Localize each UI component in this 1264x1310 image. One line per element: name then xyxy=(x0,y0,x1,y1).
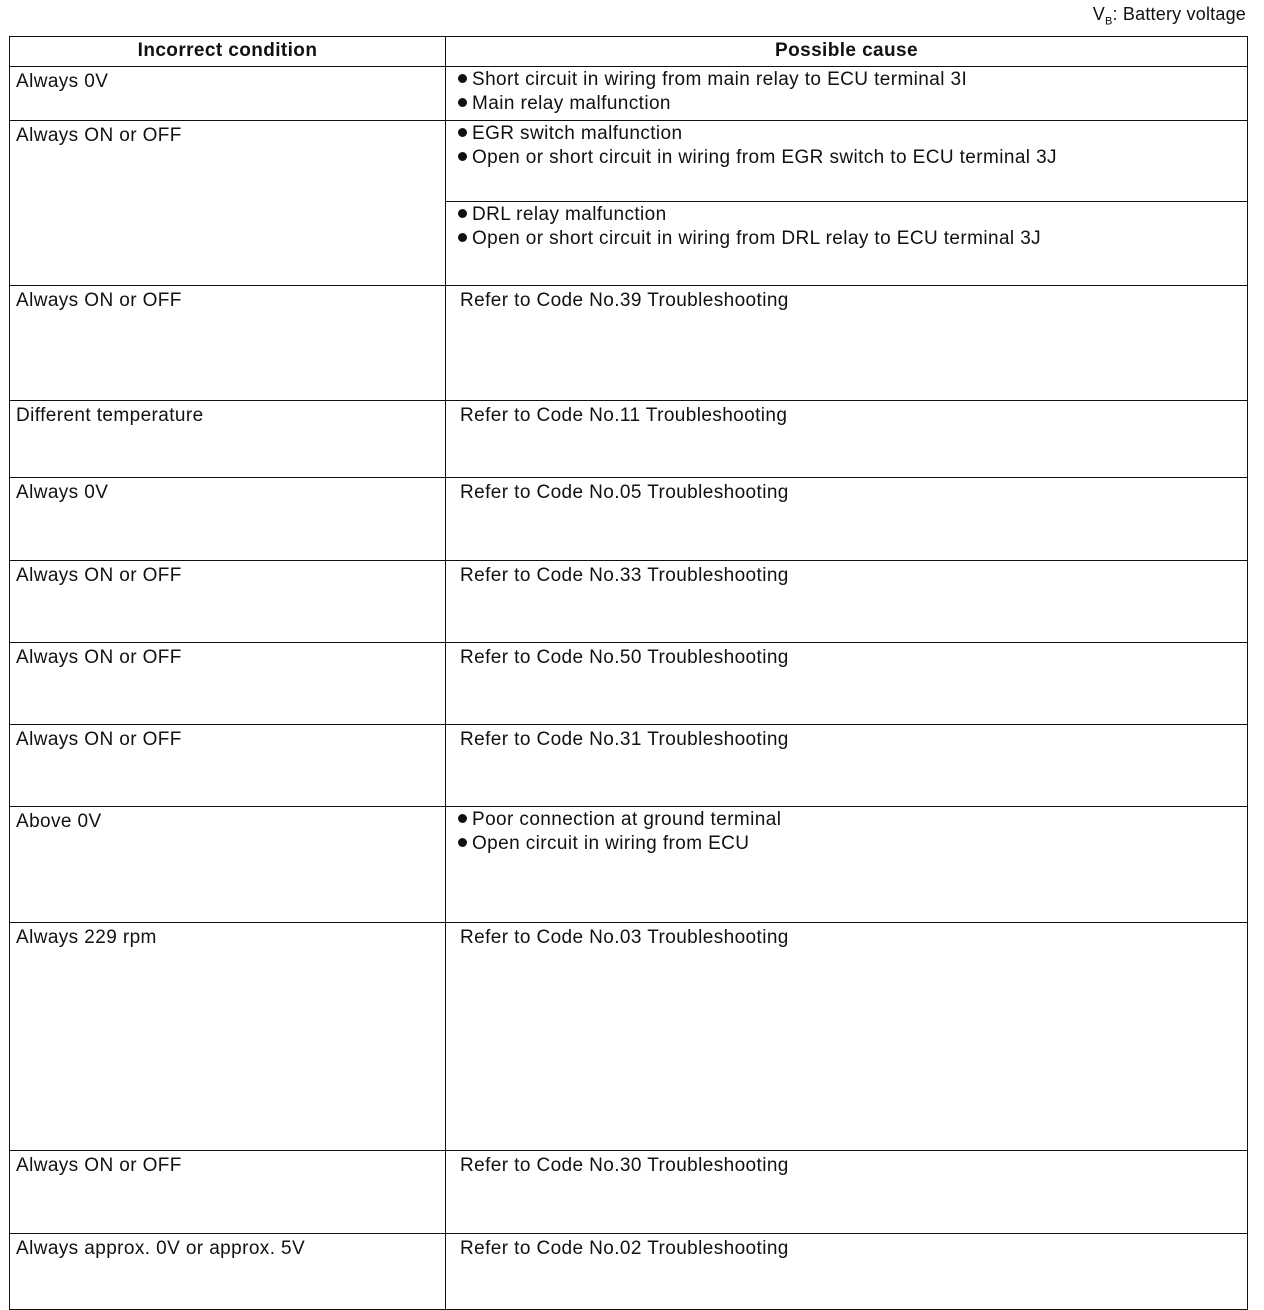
table-row xyxy=(10,1234,1248,1310)
bullet-icon xyxy=(458,128,467,137)
condition-cell: Above 0V xyxy=(10,807,446,923)
cause-block xyxy=(446,67,1247,116)
table-row xyxy=(10,401,1248,478)
condition-cell: Different temperature xyxy=(10,401,446,478)
cause-block xyxy=(446,201,1247,251)
condition-cell: Always ON or OFF xyxy=(10,121,446,286)
table-row xyxy=(10,121,1248,286)
table-row xyxy=(10,1151,1248,1234)
cause-cell: Refer to Code No.03 Troubleshooting xyxy=(446,923,1248,1151)
table-row xyxy=(10,643,1248,725)
bullet-icon xyxy=(458,152,467,161)
condition-cell: Always ON or OFF xyxy=(10,561,446,643)
table-row xyxy=(10,807,1248,923)
condition-cell: Always 229 rpm xyxy=(10,923,446,1151)
bullet-text: EGR switch malfunction xyxy=(472,123,683,144)
bullet-text: Poor connection at ground terminal xyxy=(472,809,782,830)
cause-cell xyxy=(446,121,1248,286)
cause-cell: Refer to Code No.50 Troubleshooting xyxy=(446,643,1248,725)
bullet-text: Main relay malfunction xyxy=(472,93,671,114)
cause-cell: Refer to Code No.11 Troubleshooting xyxy=(446,401,1248,478)
bullet-icon xyxy=(458,74,467,83)
cause-cell: Refer to Code No.30 Troubleshooting xyxy=(446,1151,1248,1234)
bullet-item xyxy=(458,203,1237,227)
bullet-item xyxy=(458,146,1237,170)
condition-cell: Always 0V xyxy=(10,67,446,121)
condition-cell: Always ON or OFF xyxy=(10,643,446,725)
bullet-item xyxy=(458,122,1237,146)
legend-text: : Battery voltage xyxy=(1112,4,1246,24)
header-row xyxy=(10,37,1248,67)
troubleshooting-table xyxy=(9,36,1248,1310)
condition-cell: Always ON or OFF xyxy=(10,1151,446,1234)
cause-cell xyxy=(446,807,1248,923)
header-possible-cause: Possible cause xyxy=(446,37,1248,67)
cause-cell: Refer to Code No.31 Troubleshooting xyxy=(446,725,1248,807)
legend-subscript: B xyxy=(1104,15,1113,28)
bullet-icon xyxy=(458,814,467,823)
bullet-text: Open or short circuit in wiring from EGR switch to ECU terminal 3J xyxy=(472,147,1057,168)
bullet-text: Open circuit in wiring from ECU xyxy=(472,833,750,854)
bullet-icon xyxy=(458,209,467,218)
bullet-item xyxy=(458,808,1237,832)
cause-block xyxy=(446,807,1247,856)
battery-voltage-legend xyxy=(1093,4,1246,28)
condition-cell: Always ON or OFF xyxy=(10,286,446,401)
bullet-text: Open or short circuit in wiring from DRL relay to ECU terminal 3J xyxy=(472,228,1042,249)
bullet-item xyxy=(458,92,1237,116)
legend-symbol: V xyxy=(1092,4,1105,24)
cause-cell: Refer to Code No.05 Troubleshooting xyxy=(446,478,1248,561)
cause-cell: Refer to Code No.39 Troubleshooting xyxy=(446,286,1248,401)
cause-cell xyxy=(446,67,1248,121)
condition-cell: Always 0V xyxy=(10,478,446,561)
bullet-text: Short circuit in wiring from main relay to ECU terminal 3I xyxy=(472,69,968,90)
bullet-item xyxy=(458,68,1237,92)
table-row xyxy=(10,923,1248,1151)
condition-cell: Always ON or OFF xyxy=(10,725,446,807)
table-row xyxy=(10,478,1248,561)
table-row xyxy=(10,286,1248,401)
bullet-icon xyxy=(458,838,467,847)
table-row xyxy=(10,561,1248,643)
bullet-icon xyxy=(458,233,467,242)
condition-cell: Always approx. 0V or approx. 5V xyxy=(10,1234,446,1310)
header-incorrect-condition: Incorrect condition xyxy=(10,37,446,67)
cause-cell: Refer to Code No.02 Troubleshooting xyxy=(446,1234,1248,1310)
bullet-item xyxy=(458,227,1237,251)
table-row xyxy=(10,725,1248,807)
cause-cell: Refer to Code No.33 Troubleshooting xyxy=(446,561,1248,643)
bullet-text: DRL relay malfunction xyxy=(472,204,667,225)
bullet-icon xyxy=(458,98,467,107)
table-row xyxy=(10,67,1248,121)
bullet-item xyxy=(458,832,1237,856)
cause-block xyxy=(446,121,1247,201)
